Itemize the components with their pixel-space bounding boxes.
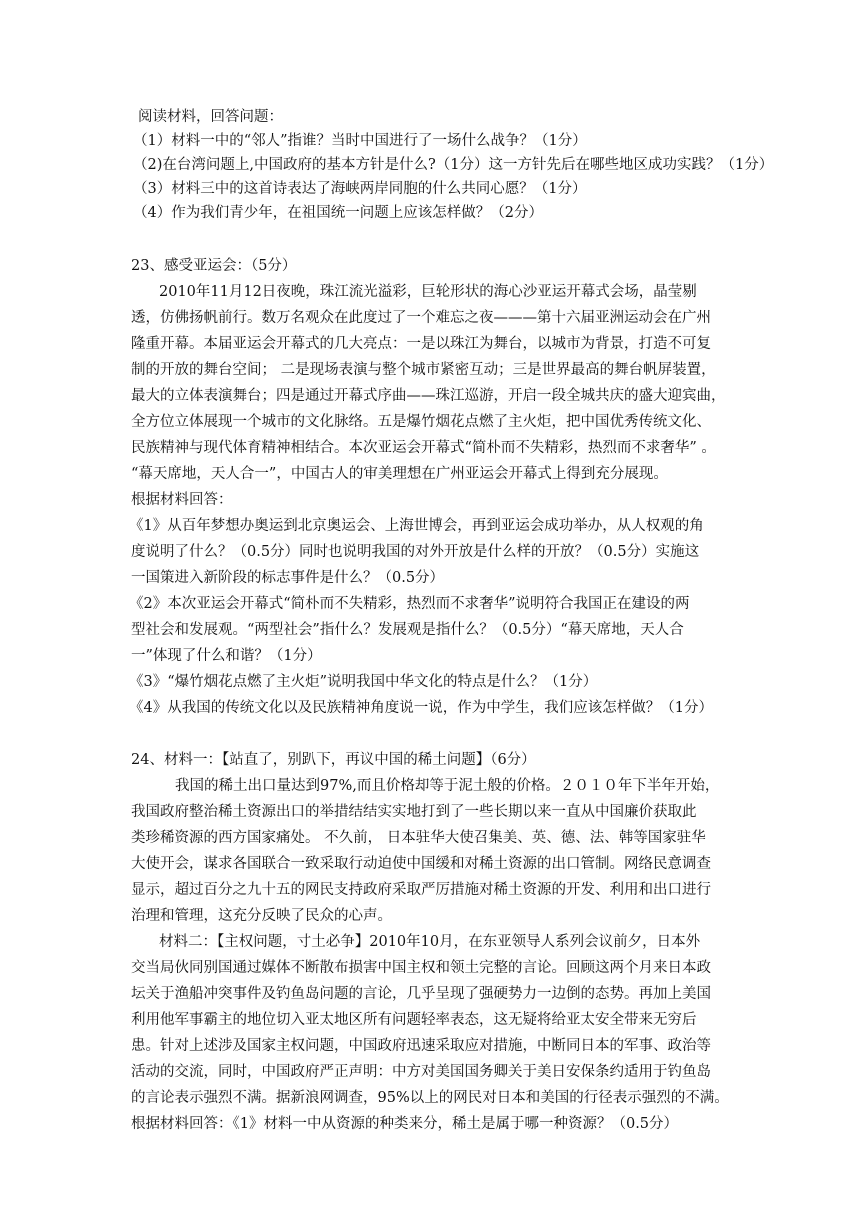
q24-material1-line: 大使开会，谋求各国联合一致采取行动迫使中国缓和对稀土资源的出口管制。网络民意调查 (131, 856, 711, 872)
q23-para-line: 2010年11月12日夜晚，珠江流光溢彩，巨轮形状的海心沙亚运开幕式会场，晶莹剔 (159, 284, 697, 300)
q23-heading: 23、感受亚运会：（5分） (131, 258, 297, 274)
q24-material1-line: 类珍稀资源的西方国家痛处。 不久前， 日本驻华大使召集美、英、德、法、韩等国家驻华 (131, 830, 706, 846)
q24-material2-line: 材料二：【主权问题，寸土必争】2010年10月，在东亚领导人系列会议前夕，日本外 (159, 934, 701, 950)
q23-question-line: 一”体现了什么和谐？（1分） (131, 648, 322, 664)
intro-question-2: （2)在台湾问题上,中国政府的基本方针是什么?（1分）这一方针先后在哪些地区成功实践？（1分） (133, 157, 774, 173)
q23-question-line: 《2》本次亚运会开幕式“简朴而不失精彩，热烈而不求奢华”说明符合我国正在建设的两 (129, 596, 690, 612)
q23-para-line: 民族精神与现代体育精神相结合。本次亚运会开幕式“简朴而不失精彩，热烈而不求奢华” 。 (131, 440, 716, 456)
q23-para-line: 透，仿佛扬帆前行。数万名观众在此度过了一个难忘之夜———第十六届亚洲运动会在广州 (131, 310, 711, 326)
q24-material2-line: 患。针对上述涉及国家主权问题，中国政府迅速采取应对措施，中断同日本的军事、政治等 (131, 1038, 711, 1054)
q24-material2-line: 坛关于渔船冲突事件及钓鱼岛问题的言论，几乎呈现了强硬势力一边倒的态势。再加上美国 (131, 986, 711, 1002)
q23-para-line: 最大的立体表演舞台；四是通过开幕式序曲——珠江巡游，开启一段全城共庆的盛大迎宾曲， (131, 388, 726, 404)
q24-material2-line: 的言论表示强烈不满。据新浪网调查，95%以上的网民对日本和美国的行径表示强烈的不满。 (131, 1090, 729, 1106)
q23-para-line: 全方位立体展现一个城市的文化脉络。五是爆竹烟花点燃了主火炬，把中国优秀传统文化、 (131, 414, 711, 430)
q23-question-line: 一国策进入新阶段的标志事件是什么？（0.5分） (131, 570, 445, 586)
q24-material1-line: 我国的稀土出口量达到97%,而且价格却等于泥土般的价格。２０１０年下半年开始， (175, 778, 720, 794)
q23-prompt: 根据材料回答： (131, 492, 233, 508)
q23-question-line: 度说明了什么？（0.5分）同时也说明我国的对外开放是什么样的开放？（0.5分）实施这 (131, 544, 700, 560)
intro-lead: 阅读材料，回答问题： (138, 109, 283, 125)
intro-question-1: （1）材料一中的“邻人”指谁？当时中国进行了一场什么战争？（1分） (133, 133, 587, 149)
q24-heading: 24、材料一：【站直了，别趴下，再议中国的稀土问题】（6分） (131, 752, 536, 768)
intro-question-3: （3）材料三中的这首诗表达了海峡两岸同胞的什么共同心愿？（1分） (133, 181, 587, 197)
q24-material1-line: 治理和管理，这充分反映了民众的心声。 (131, 908, 392, 924)
q23-para-line: 制的开放的舞台空间； 二是现场表演与整个城市紧密互动；三是世界最高的舞台帆屏装置， (131, 362, 716, 378)
q23-para-line: 隆重开幕。本届亚运会开幕式的几大亮点：一是以珠江为舞台，以城市为背景，打造不可复 (131, 336, 711, 352)
q23-question-line: 《1》从百年梦想办奥运到北京奥运会、上海世博会，再到亚运会成功举办，从人权观的角 (129, 518, 704, 534)
q23-question-line: 《4》从我国的传统文化以及民族精神角度说一说，作为中学生，我们应该怎样做？（1分） (129, 700, 713, 716)
q24-material2-line: 根据材料回答：《1》材料一中从资源的种类来分，稀土是属于哪一种资源？（0.5分） (131, 1116, 679, 1132)
q24-material2-line: 活动的交流，同时，中国政府严正声明：中方对美国国务卿关于美日安保条约适用于钓鱼岛 (131, 1064, 711, 1080)
q24-material1-line: 我国政府整治稀土资源出口的举措结结实实地打到了一些长期以来一直从中国廉价获取此 (131, 804, 697, 820)
q24-material2-line: 利用他军事霸主的地位切入亚太地区所有问题轻率表态，这无疑将给亚太安全带来无穷后 (131, 1012, 697, 1028)
q24-material2-line: 交当局伙同别国通过媒体不断散布损害中国主权和领土完整的言论。回顾这两个月来日本政 (131, 960, 711, 976)
q23-question-line: 型社会和发展观。“两型社会”指什么？发展观是指什么？（0.5分）“幕天席地，天人合 (131, 622, 684, 638)
q23-para-line: “幕天席地，天人合一”，中国古人的审美理想在广州亚运会开幕式上得到充分展现。 (131, 466, 668, 482)
q23-question-line: 《3》“爆竹烟花点燃了主火炬”说明我国中华文化的特点是什么？（1分） (129, 674, 598, 690)
q24-material1-line: 显示，超过百分之九十五的网民支持政府采取严厉措施对稀土资源的开发、利用和出口进行 (131, 882, 711, 898)
intro-question-4: （4）作为我们青少年，在祖国统一问题上应该怎样做？（2分） (133, 205, 543, 221)
